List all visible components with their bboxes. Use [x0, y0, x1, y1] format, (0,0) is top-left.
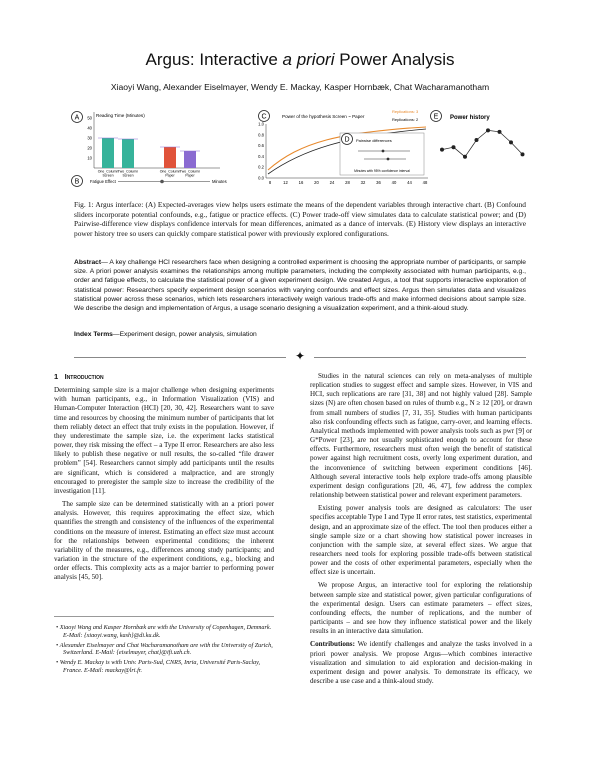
footnotes: [54, 624, 274, 677]
category-label-3: One_Column: [159, 169, 181, 174]
panel-b-letter: B: [74, 178, 80, 186]
panel-c-ytick: 0.4: [258, 153, 264, 159]
panel-c-xtick: 16: [298, 180, 304, 185]
panel-c-ytick: 0.2: [258, 164, 264, 170]
paper-title: Argus: Interactive a priori Power Analysis: [145, 50, 455, 69]
panel-d-title: Pairwise differences: [356, 138, 392, 143]
ci-point-1: [382, 150, 385, 153]
right-column: [310, 372, 532, 690]
bar-3: [164, 147, 176, 168]
panel-e-title: Power history: [450, 115, 490, 121]
panel-c-letter: C: [261, 113, 267, 121]
history-node-5: [486, 128, 490, 132]
ci-point-2: [387, 158, 390, 161]
history-edge: [511, 142, 523, 154]
section-heading: 1 Introduction: [54, 372, 104, 381]
panel-c-xtick: 28: [345, 180, 350, 185]
panel-c-yticks: [258, 122, 264, 181]
panel-c-xtick: 48: [422, 180, 428, 185]
panel-c-xtick: 12: [283, 180, 288, 185]
footnote-3: • Wendy E. Mackay is with Univ. Paris-Sud, CNRS, Inria, Université Paris-Saclay, France. E-Mail: mackay@lri.fr.: [56, 659, 261, 674]
history-edge: [465, 140, 477, 157]
divider-glyph: ✦: [295, 349, 306, 363]
left-column: [54, 372, 274, 586]
index-terms-label: Index Terms: [74, 331, 113, 338]
panel-a-categories: [98, 170, 201, 178]
panel-d-letter: D: [344, 136, 350, 144]
panel-a-ytick: 10: [87, 155, 92, 161]
right-paragraph-2: Existing power analysis tools are designed as calculators: The user specifies acceptable Type I and Type II error rates, test statistics, experimental design, and an approximate size of the effect. The tool then produces either a single sample size or a chart showing how statistical power increases in conjunction with the sample size, at several effect sizes. We argue that researchers need tools for exploring possible trade-offs between statistical power and the costs of other experimental parameters, especially when the effect size is uncertain.: [310, 504, 532, 577]
divider-left: [74, 357, 286, 358]
intro-paragraph-2: The sample size can be determined statistically with an a priori power analysis. However, this requires approximating the effect size, which quantifies the strength and consistency of the influences of the experimental conditions on the measure of interest. Estimating an effect size must account for the relationships between experimental conditions; the inherent variability of the measures, e.g., differences among study participants; and variation in the structure of the experiment conditions, e.g., blocking and order effects. This complexity acts as a major barrier to performing power analysis [45, 50].: [54, 500, 274, 582]
panel-a-ytick: 20: [87, 145, 92, 151]
panel-c-xtick: 40: [391, 180, 397, 185]
panel-c-xtick: 24: [329, 180, 335, 185]
category-sublabel-4: Paper: [185, 173, 195, 178]
panel-a-yticks: [87, 116, 92, 161]
panel-a-letter: A: [74, 114, 80, 122]
history-node-1: [440, 148, 444, 152]
confound-slider-handle: [160, 180, 164, 184]
panel-c-ytick: 0.0: [258, 175, 264, 181]
category-label-2: Two_Column: [117, 169, 139, 174]
panel-c-title: Power of the hypothesis Screen ~ Paper: [282, 114, 365, 119]
panel-c-xtick: 36: [376, 180, 381, 185]
panel-b-label: Fatigue Effect: [90, 179, 116, 184]
history-node-6: [498, 130, 502, 134]
panel-c-legend-2: Replications: 2: [392, 117, 419, 122]
power-history-tree: [440, 128, 525, 158]
panel-c-ytick: 0.8: [258, 132, 264, 138]
panel-c-xticks: [269, 180, 428, 185]
bar-4: [184, 151, 196, 168]
panel-a-ytick: 30: [87, 135, 92, 141]
panel-b-unit: Minutes: [212, 179, 227, 184]
bar-2: [122, 139, 134, 168]
panel-a-bars: [98, 138, 200, 168]
footnote-rule: [54, 616, 274, 617]
panel-a-ylabel: Reading Time (Minutes): [96, 113, 145, 118]
panel-c-ytick: 1.0: [258, 121, 264, 127]
right-paragraph-3: We propose Argus, an interactive tool for exploring the relationship between sample size and statistical power, given particular configurations of the experimental design. Users can estimate parameters – effect sizes, confounding effects, the number of replications, and the number of participants – and see how they influence statistical power and the likely results in an interactive data simulation.: [310, 581, 532, 636]
bar-1: [102, 138, 114, 168]
divider-right: [314, 357, 526, 358]
panel-a-ytick: 40: [87, 125, 92, 131]
category-label-4: Two_Column: [179, 169, 201, 174]
panel-e-letter: E: [433, 113, 439, 121]
history-node-8: [521, 152, 525, 156]
category-label-1: One_Column: [97, 169, 119, 174]
contributions-paragraph: Contributions: We identify challenges and analyze the tasks involved in a priori power analysis. We propose Argus—which combines interactive visualization and simulation to aid exploration and decision-making in experiment design and power analysis. To demonstrate its efficacy, we describe a use case and a think-aloud study.: [310, 640, 532, 685]
contributions-label: Contributions:: [310, 640, 355, 649]
category-sublabel-1: Screen: [102, 173, 114, 178]
abstract: Abstract— A key challenge HCI researchers face when designing a controlled experiment is choosing the appropriate number of participants, or sample size. A priori power analysis examines the relationships among multiple parameters, including the complexity associated with human participants, e.g., order and fatigue effects, to calculate the statistical power of a given experiment design. We created Argus, a tool that supports interactive exploration of statistical power: Researchers specify experiment design scenarios with varying confounds and effect sizes. Argus then simulates data and visualizes statistical power across these scenarios, which lets researchers interactively weigh various trade-offs and make informed decisions about sample size. We describe the design and implementation of Argus, a usage scenario designing a visualization experiment, and a think-aloud study.: [74, 259, 526, 313]
history-node-3: [463, 155, 467, 159]
panel-a-ytick: 50: [87, 115, 92, 121]
panel-c-legend-1: Replications: 3: [392, 109, 419, 114]
panel-c-xtick: 8: [268, 180, 272, 185]
footnote-2: • Alexander Eiselmayer and Chat Wacharamanotham are with the University of Zurich, Switzerland. E-Mail: {eiselmayer, chat}@ifi.uzh.ch.: [56, 641, 273, 657]
figure-caption: Fig. 1: Argus interface: (A) Expected-averages view helps users estimate the means of the dependent variables through interactive chart. (B) Confound sliders incorporate potential confounds, e.g., fatigue or practice effects. (C) Power trade-off view simulates data to calculate statistical power; and (D) Pairwise-difference view displays confidence intervals for mean differences, animated as a dance of intervals. (E) History view displays an interactive power history tree so users can quickly compare statistical power with previously explored configurations.: [74, 200, 526, 238]
intro-paragraph-1: Determining sample size is a major challenge when designing experiments with human participants, e.g., in Information Visualization (VIS) and Human-Computer Interaction (HCI) [20, 30, 42]. Researchers want to save time and resources by choosing the minimum number of participants that let them reliably detect an effect that truly exists in the population. However, if they underestimate the sample size, i.e. the experiment lacks statistical power, they risk missing the effect – a Type II error. Researchers are also less likely to publish these negative or null results, the so-called “file drawer problem” [54]. Researchers cannot simply add participants until the results are significant, which is considered a malpractice, and are strongly encouraged to preregister the sample size to increase the credibility of the investigation [11].: [54, 386, 274, 495]
history-edge: [454, 147, 466, 157]
history-edge: [500, 132, 512, 143]
history-edge: [477, 130, 489, 140]
history-node-7: [509, 140, 513, 144]
abstract-label: Abstract: [74, 259, 102, 266]
footnote-1: • Xiaoyi Wang and Kasper Hornbæk are with the University of Copenhagen, Denmark. E-Mail: {xiaoyi.wang, kash}@di.ku.dk.: [56, 624, 272, 639]
category-sublabel-3: Paper: [165, 173, 175, 178]
teaser-figure: [70, 106, 530, 196]
panel-d-xlabel: Minutes with 95% confidence interval: [354, 169, 410, 173]
history-node-2: [452, 145, 456, 149]
author-list: Xiaoyi Wang, Alexander Eiselmayer, Wendy E. Mackay, Kasper Hornbæk, Chat Wacharamanotham: [110, 82, 490, 92]
category-sublabel-2: Screen: [122, 173, 134, 178]
right-paragraph-1: Studies in the natural sciences can rely on meta-analyses of multiple replication studies to suggest effect and sample sizes. However, in VIS and HCI, such replications are rare [31, 38] and not highly valued [28]. Sample sizes (N) are often chosen based on rules of thumb e.g., N ≥ 12 [20], or drawn from small numbers of studies [7, 31, 35]. Studies with human participants also risk confounding effects such as fatigue, carry-over, and learning effects. Analytical methods implemented with power analysis tools such as pwr [9] or G*Power [23], are not usually sophisticated enough to account for these effects. Furthermore, researchers must often weigh the benefit of statistical power against high recruitment costs, overly long experiment duration, and the inconvenience of switching between experiment conditions [46]. Although several interactive tools help explore trade-offs among plausible experiment design configurations [20, 46, 47], few address the complex relationship between statistical power and relevant experiment parameters.: [310, 372, 532, 500]
panel-c-xtick: 44: [407, 180, 412, 185]
panel-c-xtick: 32: [360, 180, 366, 185]
index-terms: Index Terms—Experiment design, power analysis, simulation: [74, 331, 257, 338]
panel-c-ytick: 0.6: [258, 143, 264, 149]
panel-c-xtick: 20: [314, 180, 319, 185]
history-node-4: [475, 138, 479, 142]
